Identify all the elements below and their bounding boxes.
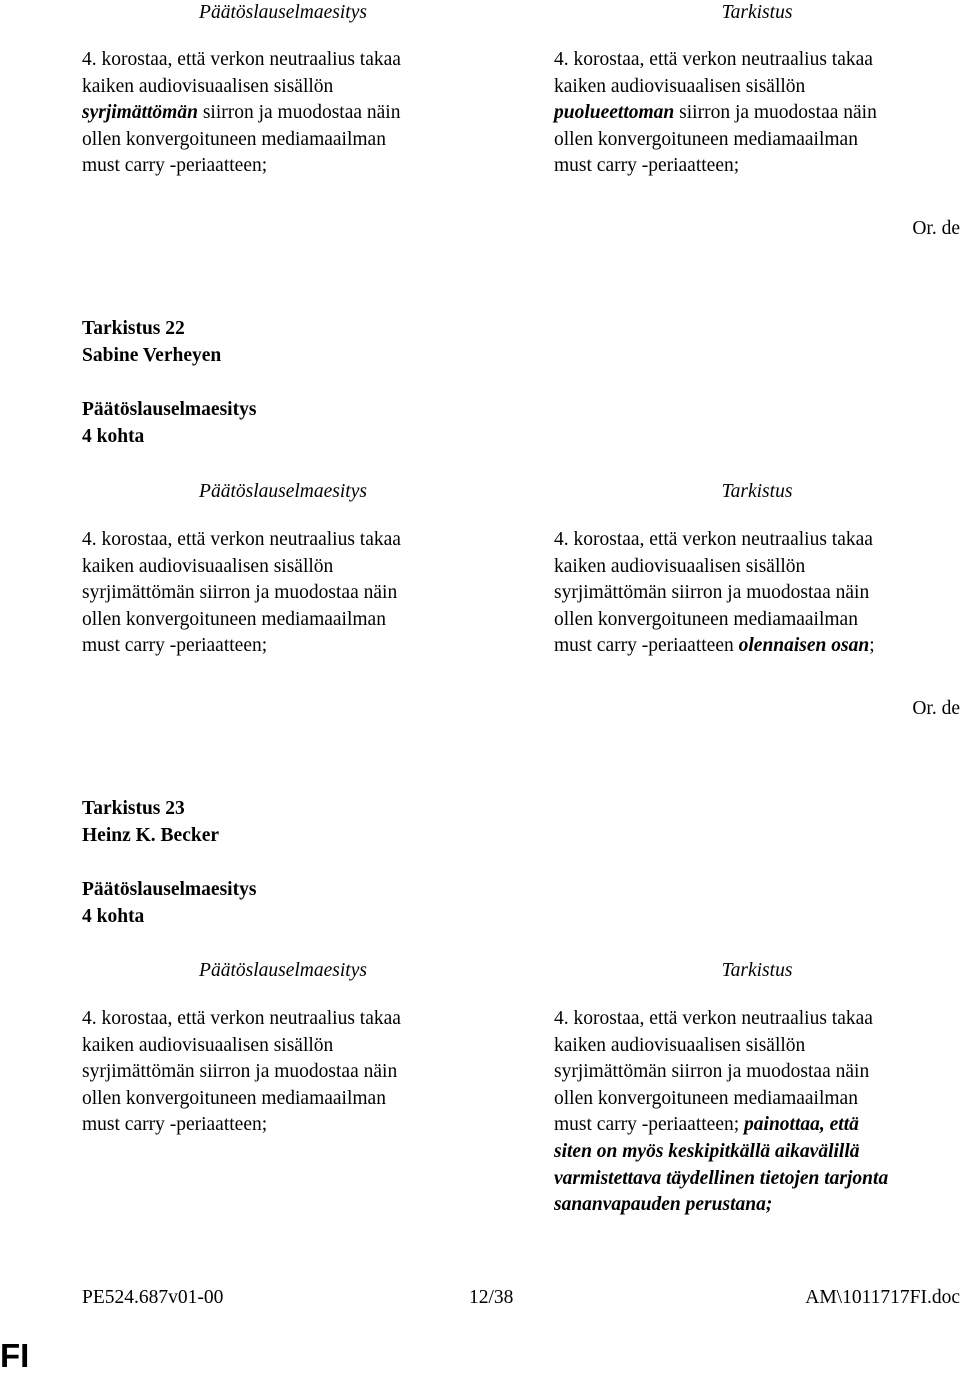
column-head-amendment: Tarkistus [721,2,793,23]
text-line [82,633,502,660]
text-run: kaiken audiovisuaalisen sisällön [554,75,806,97]
text-line [82,580,502,607]
amendment-author: Heinz K. Becker [82,825,220,846]
text-run: siirron ja muodostaa näin [674,102,877,124]
emphasized-text: varmistettava täydellinen tietojen tarjonta [554,1167,889,1189]
text-line [554,47,960,74]
footer-doc-ref: PE524.687v01-00 [82,1287,224,1308]
text-line [554,527,960,554]
text-line [82,554,502,581]
text-line [554,74,960,101]
amendment-label: Tarkistus [82,798,161,819]
text-line [554,1112,960,1139]
amendment-section: 4 kohta [82,906,145,927]
text-run: ollen konvergoituneen mediamaailman [554,1087,858,1109]
text-line [82,1006,502,1033]
motion-text [82,47,502,180]
amendment-label: Tarkistus [82,318,161,339]
text-run: siirron ja muodostaa näin [197,102,401,124]
text-run: syrjimättömän siirron ja muodostaa näin [554,582,870,604]
text-line [554,1059,960,1086]
emphasized-text: painottaa, että [744,1114,859,1136]
text-run: must carry -periaatteen; [554,155,740,177]
text-line [82,100,502,127]
text-line [82,1112,502,1139]
text-run: kaiken audiovisuaalisen sisällön [82,75,334,97]
text-run: 4. korostaa, että verkon neutraalius takaa [554,49,873,70]
text-run: syrjimättömän siirron ja muodostaa näin [82,1061,398,1083]
text-line [82,153,502,180]
text-run: 4. korostaa, että verkon neutraalius takaa [554,529,873,550]
text-run: 4. korostaa, että verkon neutraalius takaa [554,1008,873,1029]
text-run: must carry -periaatteen; [82,635,268,657]
text-run: must carry -periaatteen; [554,1114,745,1136]
motion-text [82,1006,502,1139]
text-line [554,100,960,127]
text-line [82,1059,502,1086]
text-line [554,153,960,180]
amendment-number: 23 [165,798,185,819]
text-line [82,74,502,101]
text-run: kaiken audiovisuaalisen sisällön [82,1034,334,1056]
text-run: must carry -periaatteen [554,635,739,657]
text-line [554,1086,960,1113]
amendment-author: Sabine Verheyen [82,345,222,366]
amendment-doc-type: Päätöslauselmaesitys [82,879,257,900]
language-code: FI [0,1337,30,1374]
text-line [554,1139,960,1166]
text-line [82,127,502,154]
motion-text [82,527,502,660]
footer-file-name: AM\1011717FI.doc [805,1287,960,1308]
emphasized-text: siten on myös keskipitkällä aikavälillä [554,1140,860,1162]
text-run: ollen konvergoituneen mediamaailman [82,128,386,150]
emphasized-text: sananvapauden perustana; [554,1194,773,1216]
text-line [554,1006,960,1033]
column-head-motion: Päätöslauselmaesitys [199,481,367,502]
column-head-motion: Päätöslauselmaesitys [199,2,367,23]
text-line [82,1033,502,1060]
text-line [554,1192,960,1219]
amendment-text [554,527,960,660]
column-head-amendment: Tarkistus [721,481,793,502]
text-run: syrjimättömän siirron ja muodostaa näin [82,582,398,604]
text-line [82,1086,502,1113]
text-run: kaiken audiovisuaalisen sisällön [82,555,334,577]
text-line [554,1166,960,1193]
text-run: syrjimättömän siirron ja muodostaa näin [554,1061,870,1083]
text-line [554,607,960,634]
text-line [554,580,960,607]
text-run: ollen konvergoituneen mediamaailman [554,608,858,630]
original-language: Or. de [912,218,960,239]
amendment-doc-type: Päätöslauselmaesitys [82,399,257,420]
text-run: ollen konvergoituneen mediamaailman [554,128,858,150]
amendment-section: 4 kohta [82,426,145,447]
amendment-title [82,796,185,823]
original-language: Or. de [912,698,960,719]
text-run: ollen konvergoituneen mediamaailman [82,1087,386,1109]
text-line [554,633,960,660]
text-line [82,47,502,74]
amendment-number: 22 [165,318,185,339]
text-run: kaiken audiovisuaalisen sisällön [554,555,806,577]
text-line [554,1033,960,1060]
emphasized-text: puolueettoman [554,102,675,124]
text-run: kaiken audiovisuaalisen sisällön [554,1034,806,1056]
text-run: 4. korostaa, että verkon neutraalius takaa [82,1008,401,1029]
text-line [554,127,960,154]
amendment-text [554,47,960,180]
text-run: 4. korostaa, että verkon neutraalius takaa [82,49,401,70]
text-run: must carry -periaatteen; [82,1114,268,1136]
text-line [554,554,960,581]
text-run: 4. korostaa, että verkon neutraalius takaa [82,529,401,550]
column-head-amendment: Tarkistus [721,960,793,981]
amendment-text [554,1006,960,1219]
text-line [82,607,502,634]
amendment-title [82,316,185,343]
column-head-motion: Päätöslauselmaesitys [199,960,367,981]
text-run: must carry -periaatteen; [82,155,268,177]
text-run: ollen konvergoituneen mediamaailman [82,608,386,630]
text-line [82,527,502,554]
emphasized-text: syrjimättömän [82,102,198,124]
footer-page-number: 12/38 [469,1287,514,1308]
text-run: ; [869,635,875,657]
emphasized-text: olennaisen osan [738,635,870,657]
